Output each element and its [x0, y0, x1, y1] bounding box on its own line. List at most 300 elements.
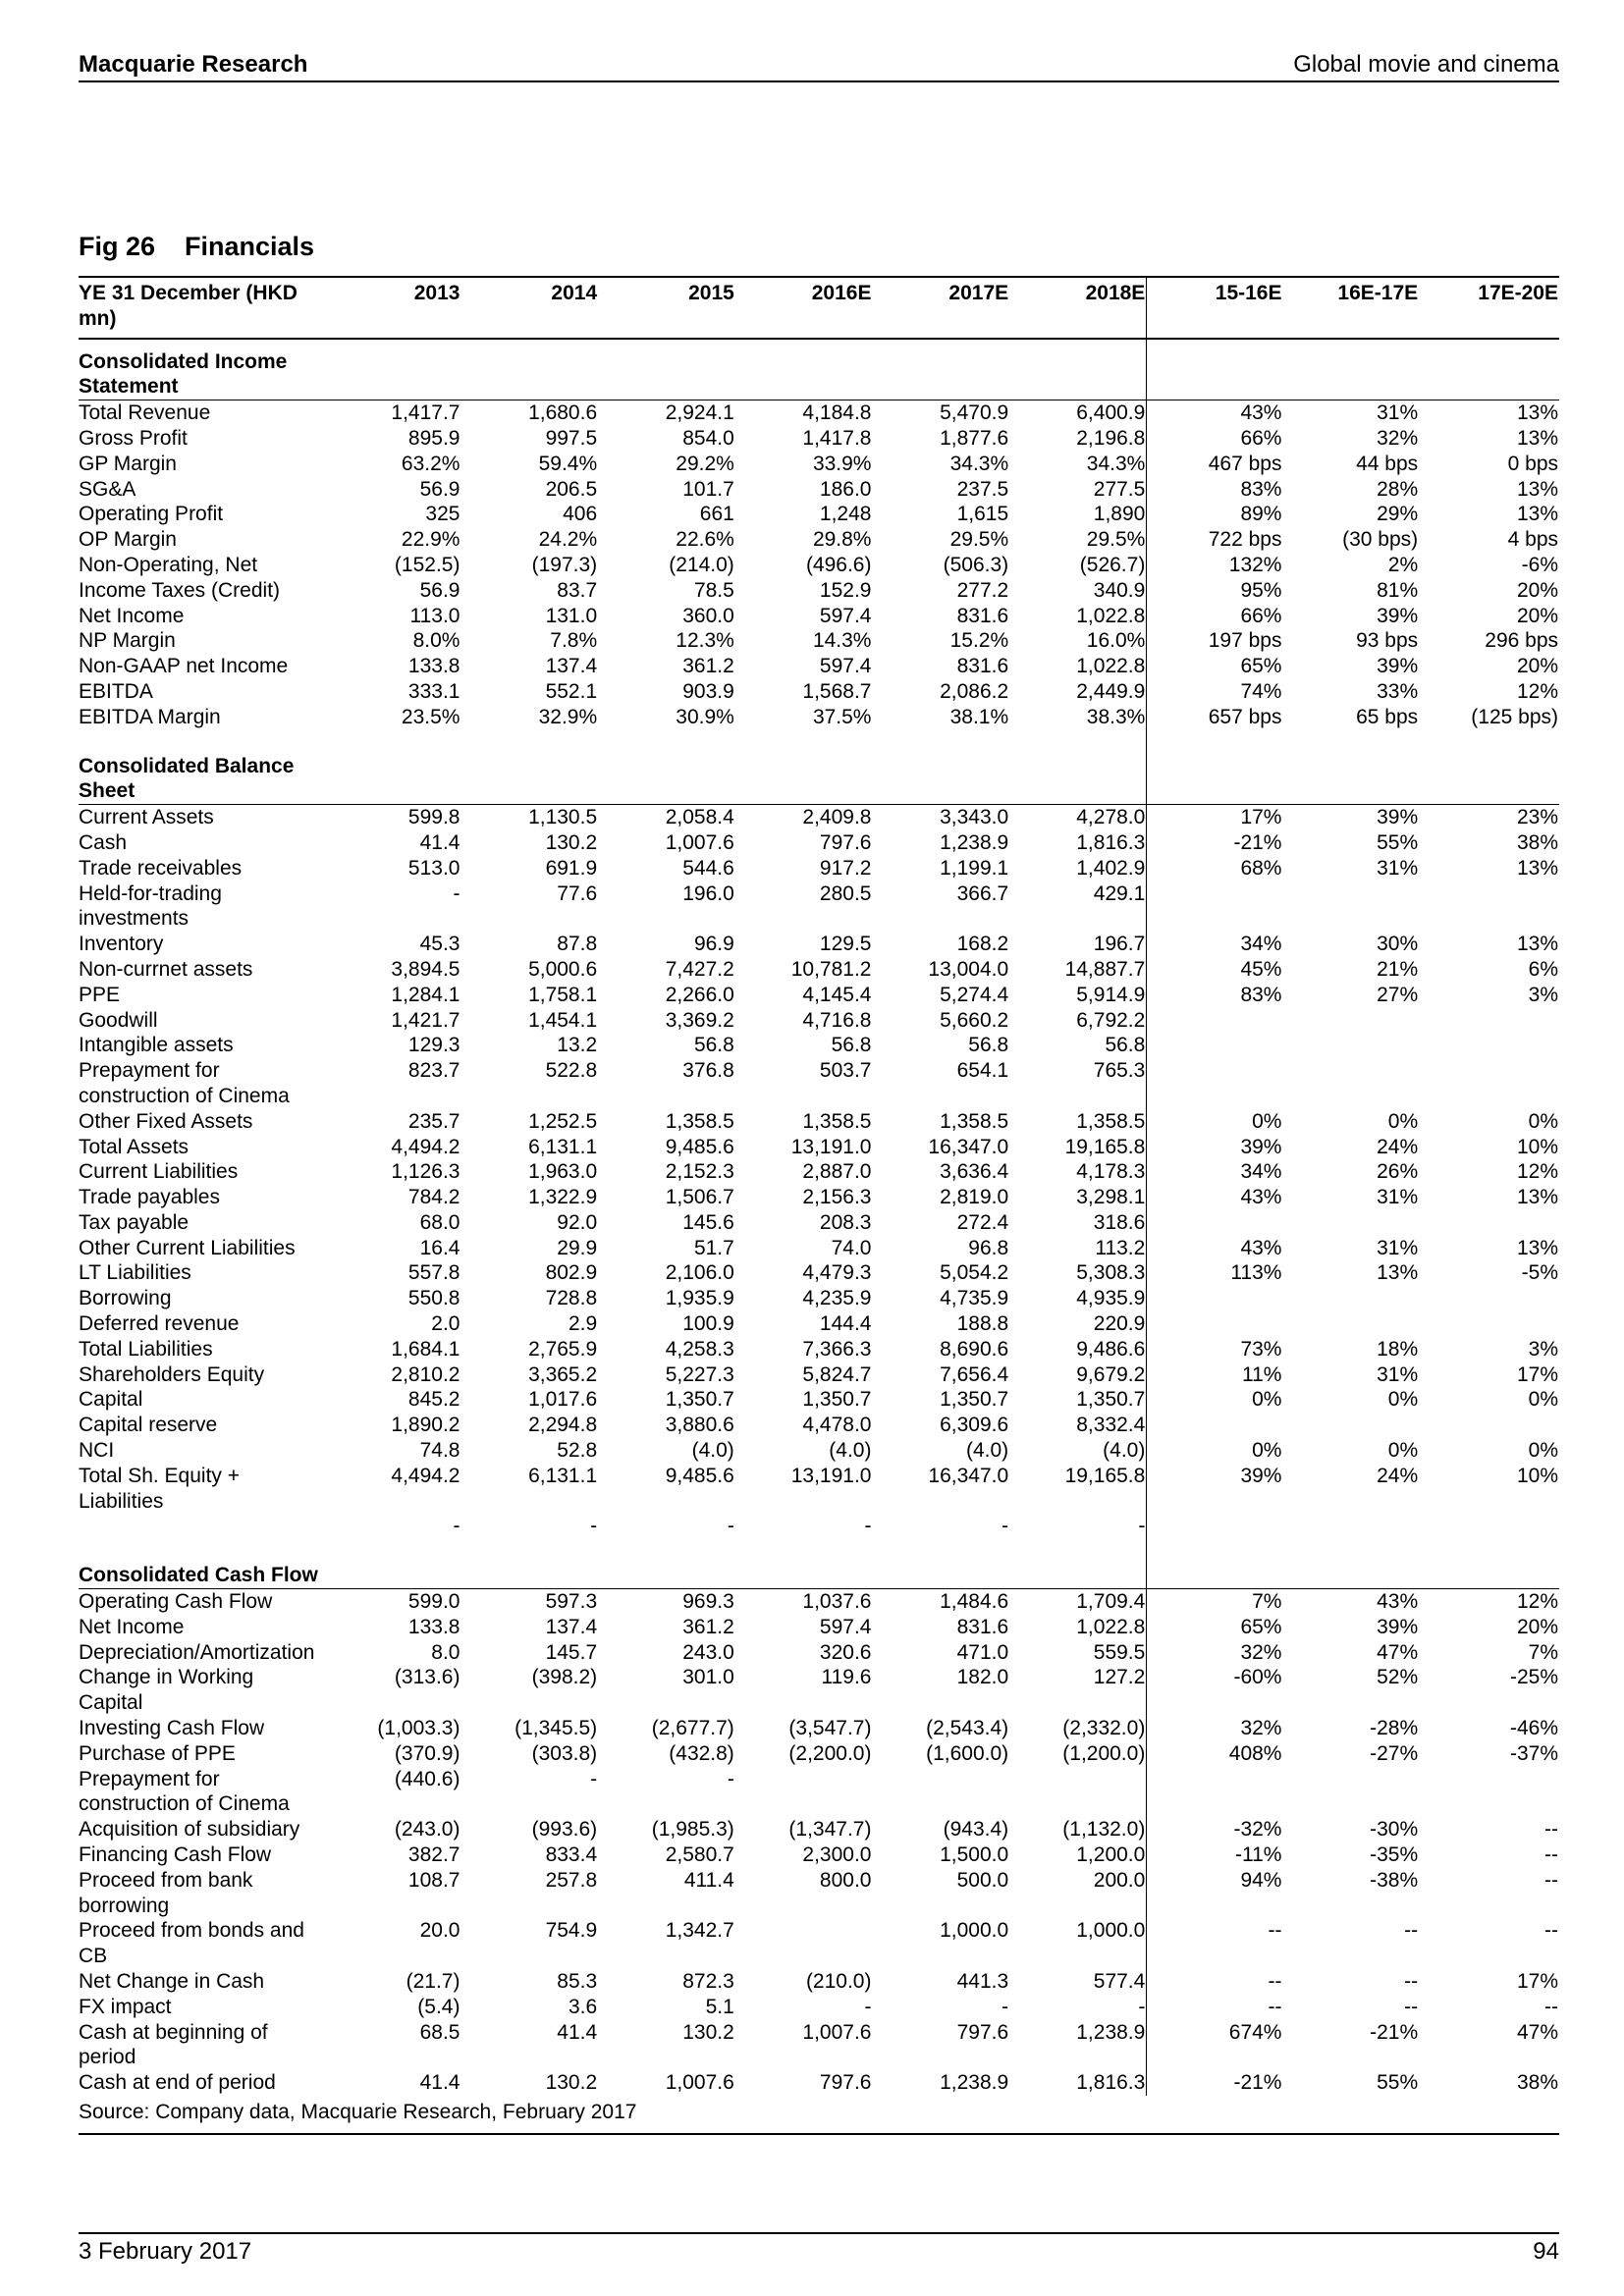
year-value: (506.3): [943, 553, 1009, 576]
row-label: Depreciation/Amortization: [79, 1640, 315, 1664]
year-value: 13.2: [557, 1034, 598, 1057]
table-row: [79, 1236, 1559, 1261]
table-row: [79, 1665, 1559, 1716]
change-value: 13%: [1516, 426, 1558, 450]
year-value: 1,238.9: [940, 2071, 1009, 2095]
section-title-blank: [324, 1563, 461, 1588]
row-label: Trade payables: [79, 1186, 220, 1209]
year-value: 13,004.0: [928, 957, 1009, 981]
year-value: -: [453, 1515, 460, 1538]
change-value: 17%: [1516, 1970, 1558, 1993]
year-value: (313.6): [394, 1666, 460, 1689]
publisher-name: Macquarie Research: [79, 51, 308, 78]
year-value: 1,421.7: [391, 1008, 460, 1032]
change-value: 74%: [1240, 679, 1282, 703]
year-value: 4,716.8: [802, 1008, 872, 1032]
year-value: 4,494.2: [391, 1135, 460, 1158]
year-value: (2,332.0): [1009, 1716, 1147, 1741]
year-value: (1,347.7): [788, 1818, 872, 1842]
change-value: [1147, 1514, 1283, 1539]
change-value: 39%: [1377, 806, 1419, 829]
year-value: 56.8: [831, 1034, 872, 1057]
row-label: Net Change in Cash: [79, 1970, 265, 1993]
page-footer: [79, 2232, 1559, 2264]
change-value: 197 bps: [1208, 629, 1282, 653]
year-value: 13,191.0: [790, 1135, 872, 1158]
year-value: (2,543.4): [926, 1717, 1009, 1740]
year-value: 797.6: [819, 2071, 872, 2095]
table-row: [79, 2020, 1559, 2071]
year-value: 2,924.1: [665, 401, 734, 425]
change-value: 27%: [1377, 983, 1419, 1006]
year-value: 513.0: [407, 856, 460, 880]
year-value: 1,454.1: [528, 1008, 598, 1032]
year-value: 3,894.5: [391, 957, 460, 981]
spacer-cell: [1147, 730, 1283, 754]
year-value: 4,479.3: [802, 1261, 872, 1285]
row-label: Intangible assets: [79, 1034, 234, 1057]
year-value: 5,914.9: [1009, 983, 1147, 1008]
year-value: 318.6: [1009, 1210, 1147, 1236]
change-value: 31%: [1377, 1362, 1419, 1386]
year-value: 325: [425, 503, 460, 526]
row-label: Acquisition of subsidiary: [79, 1818, 300, 1842]
year-value: -: [864, 1515, 872, 1538]
change-value: 34%: [1240, 1160, 1282, 1184]
change-value: 13%: [1516, 477, 1558, 501]
year-value: (1,345.5): [514, 1717, 598, 1740]
change-value: 0%: [1528, 1439, 1558, 1463]
row-label: Income Taxes (Credit): [79, 578, 281, 602]
row-label: Borrowing: [79, 1287, 172, 1310]
year-value: 903.9: [682, 679, 734, 703]
year-value: 87.8: [557, 933, 598, 956]
year-value: 3,365.2: [528, 1362, 598, 1386]
year-value: 7,366.3: [802, 1337, 872, 1361]
table-row: [79, 705, 1559, 730]
spacer-cell: [598, 339, 735, 349]
year-value: 200.0: [1009, 1868, 1147, 1919]
year-value: 559.5: [1009, 1640, 1147, 1666]
table-row: [79, 805, 1559, 830]
spacer-cell: [735, 1539, 873, 1563]
change-value: 17%: [1516, 1362, 1558, 1386]
year-value: 4,478.0: [802, 1414, 872, 1437]
change-value: -46%: [1509, 1717, 1558, 1740]
year-value: 360.0: [682, 604, 734, 627]
year-value: 2,152.3: [665, 1160, 734, 1184]
row-label: Operating Profit: [79, 503, 224, 526]
year-value: (4.0): [1009, 1438, 1147, 1464]
year-value: 1,358.5: [802, 1109, 872, 1133]
row-label: Change in Working Capital: [79, 1666, 254, 1715]
spacer-cell: [460, 1539, 598, 1563]
year-value: 208.3: [819, 1210, 872, 1234]
report-topic: Global movie and cinema: [1293, 51, 1559, 78]
section-title-blank: [460, 754, 598, 805]
year-value: 8,690.6: [940, 1337, 1009, 1361]
change-value: [1419, 1413, 1559, 1438]
change-value: 2%: [1387, 553, 1419, 576]
year-value: (1,985.3): [651, 1818, 734, 1842]
change-value: 32%: [1240, 1717, 1282, 1740]
change-value: 31%: [1377, 856, 1419, 880]
year-value: (2,677.7): [651, 1717, 734, 1740]
year-value: 37.5%: [812, 705, 872, 728]
year-value: 2,106.0: [665, 1261, 734, 1285]
column-header-change: 15-16E: [1147, 277, 1283, 339]
year-value: 654.1: [956, 1059, 1009, 1083]
column-header-year: 2017E: [872, 277, 1009, 339]
year-value: 4,494.2: [391, 1464, 460, 1487]
year-value: 1,252.5: [528, 1109, 598, 1133]
year-value: 257.8: [545, 1868, 598, 1892]
year-value: 691.9: [545, 856, 598, 880]
change-value: 10%: [1516, 1464, 1558, 1487]
change-value: [1282, 1767, 1419, 1818]
year-value: 5,054.2: [940, 1261, 1009, 1285]
year-value: 41.4: [419, 830, 460, 854]
year-value: 6,400.9: [1009, 400, 1147, 426]
year-value: 196.7: [1009, 932, 1147, 957]
year-value: (1,132.0): [1009, 1817, 1147, 1842]
year-value: [735, 1918, 873, 1969]
year-value: 5,470.9: [940, 401, 1009, 425]
change-value: 18%: [1377, 1337, 1419, 1361]
year-value: 137.4: [545, 1615, 598, 1638]
year-value: 1,007.6: [665, 2071, 734, 2095]
year-value: 68.0: [419, 1210, 460, 1234]
change-value: 13%: [1516, 401, 1558, 425]
year-value: 24.2%: [538, 528, 598, 552]
year-value: 100.9: [682, 1312, 734, 1336]
year-value: (4.0): [829, 1439, 872, 1463]
year-value: 29.5%: [1009, 527, 1147, 553]
year-value: 130.2: [682, 2020, 734, 2044]
year-value: (214.0): [669, 553, 734, 576]
year-value: 9,486.6: [1009, 1337, 1147, 1362]
year-value: 4,935.9: [1009, 1286, 1147, 1311]
row-label: EBITDA Margin: [79, 705, 221, 728]
year-value: 599.0: [407, 1590, 460, 1614]
change-value: [1147, 1210, 1283, 1236]
change-value: 408%: [1228, 1741, 1282, 1765]
change-value: 13%: [1516, 856, 1558, 880]
change-value: 20%: [1516, 578, 1558, 602]
year-value: 131.0: [545, 604, 598, 627]
figure-title: [79, 232, 314, 262]
row-label: [79, 1514, 324, 1539]
change-value: 12%: [1516, 1590, 1558, 1614]
year-value: 4,735.9: [940, 1287, 1009, 1310]
section-title-blank: [1147, 349, 1283, 400]
change-value: 7%: [1252, 1590, 1282, 1614]
change-value: 0%: [1387, 1388, 1419, 1412]
column-header-year: 2013: [324, 277, 461, 339]
year-value: 20.0: [419, 1919, 460, 1943]
year-value: 2.0: [431, 1312, 460, 1336]
change-value: [1147, 1311, 1283, 1337]
change-value: [1282, 1008, 1419, 1034]
spacer-cell: [872, 339, 1009, 349]
section-title-blank: [1419, 1563, 1559, 1588]
year-value: 754.9: [545, 1919, 598, 1943]
year-value: [1009, 1767, 1147, 1818]
change-value: [1282, 1311, 1419, 1337]
section-title-blank: [1282, 349, 1419, 400]
change-value: 89%: [1240, 503, 1282, 526]
row-label: Held-for-trading investments: [79, 881, 222, 931]
change-value: 113%: [1230, 1261, 1282, 1285]
row-label: Capital reserve: [79, 1414, 218, 1437]
change-value: 39%: [1240, 1464, 1282, 1487]
year-value: 6,309.6: [940, 1414, 1009, 1437]
year-value: 59.4%: [538, 452, 598, 475]
row-label: OP Margin: [79, 528, 177, 552]
section-title-blank: [598, 349, 735, 400]
year-value: 441.3: [956, 1970, 1009, 1993]
year-value: 1,350.7: [940, 1388, 1009, 1412]
year-value: 2,294.8: [528, 1414, 598, 1437]
change-value: 20%: [1516, 1615, 1558, 1638]
year-value: 577.4: [1009, 1969, 1147, 1995]
section-title-blank: [735, 349, 873, 400]
year-value: 3,369.2: [665, 1008, 734, 1032]
year-value: (526.7): [1009, 553, 1147, 578]
year-value: 765.3: [1009, 1058, 1147, 1109]
table-row: [79, 1842, 1559, 1868]
change-value: 66%: [1240, 604, 1282, 627]
change-value: -37%: [1509, 1741, 1558, 1765]
change-value: [1282, 1413, 1419, 1438]
change-value: 13%: [1516, 1186, 1558, 1209]
year-value: 127.2: [1009, 1665, 1147, 1716]
year-value: 56.9: [419, 578, 460, 602]
table-row: [79, 1767, 1559, 1818]
year-value: -: [590, 1515, 598, 1538]
year-value: 63.2%: [401, 452, 460, 475]
spacer-cell: [460, 730, 598, 754]
spacer-cell: [1282, 339, 1419, 349]
change-value: --: [1268, 1995, 1282, 2018]
year-value: 22.9%: [401, 528, 460, 552]
year-value: 6,792.2: [1009, 1008, 1147, 1034]
row-label: Investing Cash Flow: [79, 1717, 265, 1740]
year-value: 30.9%: [676, 705, 734, 728]
figure-number: Fig 26: [79, 232, 156, 261]
year-value: 1,417.8: [802, 426, 872, 450]
year-value: (303.8): [531, 1741, 598, 1765]
table-row: [79, 1185, 1559, 1210]
spacer-cell: [324, 1539, 461, 1563]
year-value: 243.0: [682, 1640, 734, 1664]
year-value: 188.8: [956, 1312, 1009, 1336]
change-value: 38%: [1516, 2071, 1558, 2095]
row-label: Current Liabilities: [79, 1160, 239, 1184]
year-value: 522.8: [545, 1059, 598, 1083]
year-value: 38.1%: [949, 705, 1009, 728]
table-row: [79, 400, 1559, 426]
year-value: 895.9: [407, 426, 460, 450]
change-value: -28%: [1370, 1717, 1419, 1740]
year-value: 1,007.6: [665, 830, 734, 854]
row-label: FX impact: [79, 1995, 172, 2018]
change-value: -38%: [1370, 1868, 1419, 1892]
section-title-blank: [872, 754, 1009, 805]
year-value: 16.4: [419, 1236, 460, 1259]
year-value: 833.4: [545, 1843, 598, 1867]
change-value: 0%: [1528, 1388, 1558, 1412]
year-value: 2,765.9: [528, 1337, 598, 1361]
year-value: 831.6: [956, 655, 1009, 678]
change-value: 55%: [1377, 830, 1419, 854]
change-value: 0%: [1387, 1439, 1419, 1463]
section-title-blank: [1009, 1563, 1147, 1588]
change-value: 12%: [1516, 1160, 1558, 1184]
year-value: 597.4: [819, 1615, 872, 1638]
year-value: 8.0: [431, 1640, 460, 1664]
change-value: -30%: [1370, 1818, 1419, 1842]
year-value: 1,037.6: [802, 1590, 872, 1614]
change-value: 13%: [1516, 933, 1558, 956]
year-value: 145.6: [682, 1210, 734, 1234]
change-value: 39%: [1240, 1135, 1282, 1158]
change-value: 13%: [1516, 503, 1558, 526]
spacer-cell: [735, 339, 873, 349]
year-value: 969.3: [682, 1590, 734, 1614]
spacer-cell: [1282, 730, 1419, 754]
table-row: [79, 1918, 1559, 1969]
year-value: 130.2: [545, 2071, 598, 2095]
section-title-blank: [1282, 754, 1419, 805]
change-value: 6%: [1528, 957, 1558, 981]
year-value: 382.7: [407, 1843, 460, 1867]
row-label: Non-Operating, Net: [79, 553, 258, 576]
year-value: 1,890.2: [391, 1414, 460, 1437]
table-row: [79, 477, 1559, 503]
year-value: 15.2%: [949, 629, 1009, 653]
row-label: Cash at end of period: [79, 2071, 276, 2095]
year-value: 797.6: [819, 830, 872, 854]
row-label: EBITDA: [79, 679, 153, 703]
change-value: -60%: [1233, 1666, 1282, 1689]
change-value: [1419, 1033, 1559, 1058]
year-value: 22.6%: [676, 528, 734, 552]
year-value: 4,258.3: [665, 1337, 734, 1361]
change-value: 47%: [1377, 1640, 1419, 1664]
year-value: 3,636.4: [940, 1160, 1009, 1184]
section-title-blank: [324, 754, 461, 805]
change-value: -21%: [1233, 830, 1282, 854]
table-row: [79, 679, 1559, 705]
table-row: [79, 1286, 1559, 1311]
year-value: 45.3: [419, 933, 460, 956]
change-value: 29%: [1377, 503, 1419, 526]
table-row: [79, 426, 1559, 452]
year-value: 1,248: [819, 503, 872, 526]
change-value: 32%: [1240, 1640, 1282, 1664]
year-value: 366.7: [956, 881, 1009, 905]
table-row: [79, 628, 1559, 654]
year-value: 9,679.2: [1009, 1362, 1147, 1388]
change-value: 43%: [1377, 1590, 1419, 1614]
year-value: 34.3%: [1009, 452, 1147, 477]
year-value: 280.5: [819, 881, 872, 905]
year-value: 5,274.4: [940, 983, 1009, 1006]
year-value: 29.8%: [812, 528, 872, 552]
table-row: [79, 1640, 1559, 1666]
section-title-blank: [872, 1563, 1009, 1588]
year-value: 917.2: [819, 856, 872, 880]
section-title-row: [79, 754, 1559, 805]
spacer-cell: [872, 1539, 1009, 1563]
year-value: 277.2: [956, 578, 1009, 602]
year-value: 19,165.8: [1009, 1135, 1147, 1160]
row-label: SG&A: [79, 477, 136, 501]
year-value: 29.9: [557, 1236, 598, 1259]
year-value: 2,086.2: [940, 679, 1009, 703]
section-title-blank: [735, 754, 873, 805]
year-value: 1,484.6: [940, 1590, 1009, 1614]
year-value: 3,298.1: [1009, 1185, 1147, 1210]
year-value: 5,227.3: [665, 1362, 734, 1386]
year-value: 113.0: [409, 604, 460, 627]
change-value: 467 bps: [1208, 452, 1282, 475]
year-value: (993.6): [531, 1818, 598, 1842]
change-value: [1147, 881, 1283, 933]
table-row: [79, 1311, 1559, 1337]
year-value: 4,278.0: [1009, 805, 1147, 830]
financials-table: [79, 276, 1559, 2135]
year-value: 182.0: [956, 1666, 1009, 1689]
change-value: --: [1544, 1868, 1558, 1892]
year-value: -: [1009, 1995, 1147, 2020]
table-row: [79, 1362, 1559, 1388]
year-value: 845.2: [407, 1388, 460, 1412]
table-row: [79, 1135, 1559, 1160]
table-row: [79, 1008, 1559, 1034]
year-value: 1,417.7: [391, 401, 460, 425]
year-value: 7,427.2: [665, 957, 734, 981]
year-value: -: [727, 1515, 734, 1538]
change-value: [1147, 1008, 1283, 1034]
change-value: --: [1404, 1970, 1419, 1993]
row-label: Total Sh. Equity + Liabilities: [79, 1464, 241, 1513]
change-value: -6%: [1521, 553, 1558, 576]
year-value: 83.7: [557, 578, 598, 602]
year-value: 2,266.0: [665, 983, 734, 1006]
change-value: 66%: [1240, 426, 1282, 450]
column-header-change: 16E-17E: [1282, 277, 1419, 339]
year-value: (1,200.0): [1009, 1741, 1147, 1767]
row-label: Non-currnet assets: [79, 957, 253, 981]
row-label: Prepayment for construction of Cinema: [79, 1767, 290, 1816]
year-value: 4,235.9: [802, 1287, 872, 1310]
year-value: 1,350.7: [1009, 1387, 1147, 1413]
section-title-blank: [1009, 754, 1147, 805]
table-row: [79, 527, 1559, 553]
year-value: 2,580.7: [665, 1843, 734, 1867]
row-label: Gross Profit: [79, 426, 188, 450]
year-value: (152.5): [394, 553, 460, 576]
change-value: 12%: [1516, 679, 1558, 703]
change-value: [1147, 1033, 1283, 1058]
section-title-blank: [1147, 1563, 1283, 1588]
year-value: (1,600.0): [926, 1741, 1009, 1765]
change-value: [1419, 1286, 1559, 1311]
section-title-blank: [1419, 349, 1559, 400]
year-value: 56.8: [1009, 1033, 1147, 1058]
